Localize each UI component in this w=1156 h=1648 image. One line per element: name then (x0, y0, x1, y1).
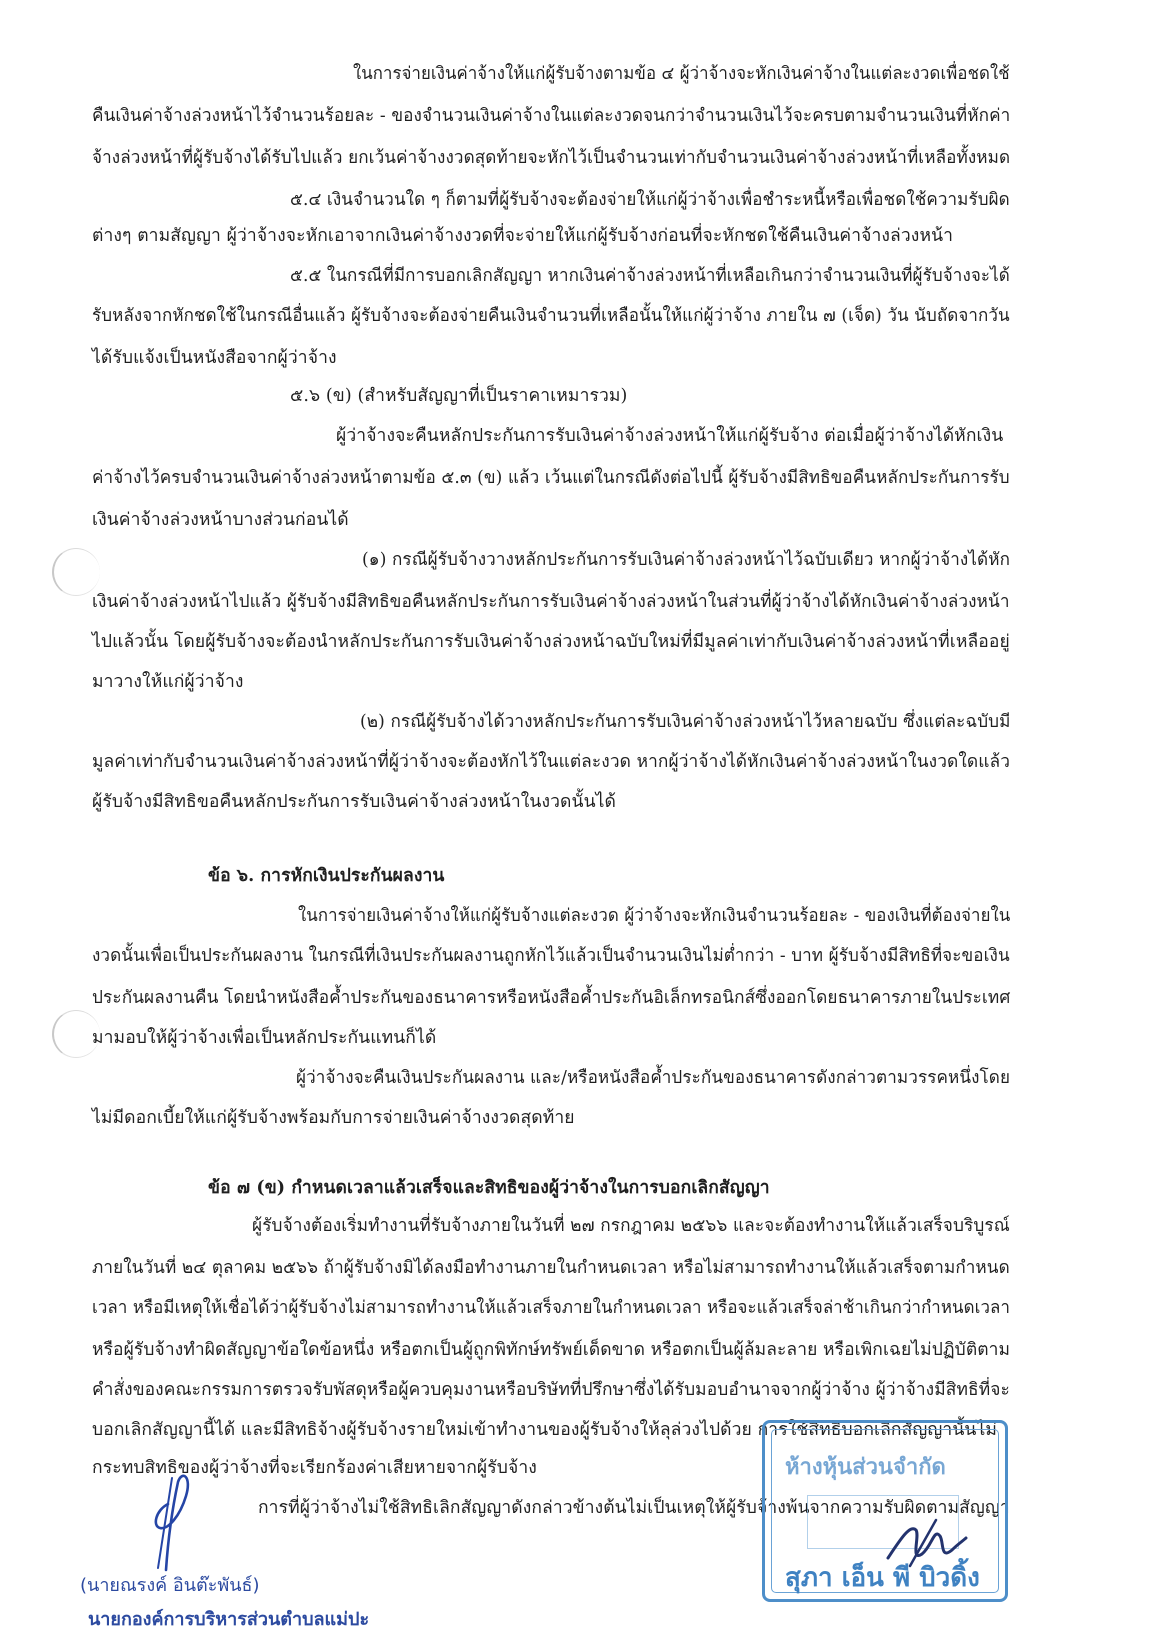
section-6-heading: ข้อ ๖. การหักเงินประกันผลงาน (208, 866, 445, 886)
text-line: ในการจ่ายเงินค่าจ้างให้แก่ผู้รับจ้างแต่ละงวด ผู้ว่าจ้างจะหักเงินจำนวนร้อยละ - ของเงินที่ต้องจ่ายใน (298, 906, 1011, 926)
text-line: เงินค่าจ้างล่วงหน้าไปแล้ว ผู้รับจ้างมีสิทธิขอคืนหลักประกันการรับเงินค่าจ้างล่วงหน้าในส่วนที่ผู้ว่าจ้างได้หักเงินค่าจ้างล่วงหน้า (92, 592, 1010, 612)
signatory-title: นายกองค์การบริหารส่วนตำบลแม่ปะ (88, 1609, 370, 1630)
text-line: ภายในวันที่ ๒๔ ตุลาคม ๒๕๖๖ ถ้าผู้รับจ้างมิได้ลงมือทำงานภายในกำหนดเวลา หรือไม่สามารถทำงานให้แล้วเสร็จตามกำหนด (92, 1258, 1010, 1278)
text-line: (๑) กรณีผู้รับจ้างวางหลักประกันการรับเงินค่าจ้างล่วงหน้าไว้ฉบับเดียว หากผู้ว่าจ้างได้หัก (362, 550, 1011, 570)
text-line: ประกันผลงานคืน โดยนำหนังสือค้ำประกันของธนาคารหรือหนังสือค้ำประกันอิเล็กทรอนิกส์ซึ่งออกโดยธนาคารภายในประเทศ (92, 988, 1011, 1008)
text-line: บอกเลิกสัญญานี้ได้ และมีสิทธิจ้างผู้รับจ้างรายใหม่เข้าทำงานของผู้รับจ้างให้ลุล่วงไปด้วย การใช้สิทธิบอกเลิกสัญญานั้นไม่ (92, 1420, 998, 1440)
text-line: (๒) กรณีผู้รับจ้างได้วางหลักประกันการรับเงินค่าจ้างล่วงหน้าไว้หลายฉบับ ซึ่งแต่ละฉบับมี (360, 712, 1011, 732)
text-line: รับหลังจากหักชดใช้ในกรณีอื่นแล้ว ผู้รับจ้างจะต้องจ่ายคืนเงินจำนวนที่เหลือนั้นให้แก่ผู้ว่าจ้าง ภายใน ๗ (เจ็ด) วัน นับถัดจากวัน (92, 306, 1010, 326)
text-line: ได้รับแจ้งเป็นหนังสือจากผู้ว่าจ้าง (92, 348, 337, 368)
contractor-signature-icon (880, 1510, 970, 1580)
employer-signature-icon (138, 1470, 198, 1580)
stamp-company-type: ห้างหุ้นส่วนจำกัด (785, 1455, 946, 1480)
text-line: หรือผู้รับจ้างทำผิดสัญญาข้อใดข้อหนึ่ง หรือตกเป็นผู้ถูกพิทักษ์ทรัพย์เด็ดขาด หรือตกเป็นผู้ล้มละลาย หรือเพิกเฉยไม่ปฏิบัติตาม (92, 1340, 1011, 1360)
text-line: ค่าจ้างไว้ครบจำนวนเงินค่าจ้างล่วงหน้าตามข้อ ๕.๓ (ข) แล้ว เว้นแต่ในกรณีดังต่อไปนี้ ผู้รับจ้างมีสิทธิขอคืนหลักประกันการรับ (92, 468, 1010, 488)
text-line: ผู้รับจ้างต้องเริ่มทำงานที่รับจ้างภายในวันที่ ๒๗ กรกฎาคม ๒๕๖๖ และจะต้องทำงานให้แล้วเสร็จบริบูรณ์ (252, 1216, 1010, 1236)
stamp-company-name: สุภา เอ็น พี บิวดิ้ง (785, 1563, 980, 1593)
text-line: การที่ผู้ว่าจ้างไม่ใช้สิทธิเลิกสัญญาดังกล่าวข้างต้นไม่เป็นเหตุให้ผู้รับจ้างพ้นจากความรับผิดตามสัญญา (258, 1498, 1010, 1518)
text-line: จ้างล่วงหน้าที่ผู้รับจ้างได้รับไปแล้ว ยกเว้นค่าจ้างงวดสุดท้ายจะหักไว้เป็นจำนวนเท่ากับจำนวนเงินค่าจ้างล่วงหน้าที่เหลือทั้งหมด (92, 148, 1011, 168)
text-line: กระทบสิทธิของผู้ว่าจ้างที่จะเรียกร้องค่าเสียหายจากผู้รับจ้าง (92, 1458, 537, 1478)
text-line: ผู้ว่าจ้างจะคืนหลักประกันการรับเงินค่าจ้างล่วงหน้าให้แก่ผู้รับจ้าง ต่อเมื่อผู้ว่าจ้างได้หักเงิน (336, 426, 1004, 446)
section-7-heading: ข้อ ๗ (ข) กำหนดเวลาแล้วเสร็จและสิทธิของผู้ว่าจ้างในการบอกเลิกสัญญา (208, 1178, 770, 1198)
text-line: ๕.๖ (ข) (สำหรับสัญญาที่เป็นราคาเหมารวม) (290, 386, 628, 406)
text-line: คำสั่งของคณะกรรมการตรวจรับพัสดุหรือผู้ควบคุมงานหรือบริษัทที่ปรึกษาซึ่งได้รับมอบอำนาจจากผู้ว่าจ้าง ผู้ว่าจ้างมีสิทธิที่จะ (92, 1380, 1010, 1400)
text-line: ในการจ่ายเงินค่าจ้างให้แก่ผู้รับจ้างตามข้อ ๔ ผู้ว่าจ้างจะหักเงินค่าจ้างในแต่ละงวดเพื่อชดใช้ (353, 64, 1010, 84)
text-line: ๕.๕ ในกรณีที่มีการบอกเลิกสัญญา หากเงินค่าจ้างล่วงหน้าที่เหลือเกินกว่าจำนวนเงินที่ผู้รับจ้างจะได้ (290, 266, 1010, 286)
text-line: มามอบให้ผู้ว่าจ้างเพื่อเป็นหลักประกันแทนก็ได้ (92, 1028, 437, 1048)
text-line: คืนเงินค่าจ้างล่วงหน้าไว้จำนวนร้อยละ - ของจำนวนเงินค่าจ้างในแต่ละงวดจนกว่าจำนวนเงินไว้จะครบตามจำนวนเงินที่หักค่า (92, 106, 1011, 126)
text-line: เงินค่าจ้างล่วงหน้าบางส่วนก่อนได้ (92, 510, 349, 530)
text-line: มูลค่าเท่ากับจำนวนเงินค่าจ้างล่วงหน้าที่ผู้ว่าจ้างจะต้องหักไว้ในแต่ละงวด หากผู้ว่าจ้างได้หักเงินค่าจ้างล่วงหน้าในงวดใดแล้ว (92, 752, 1011, 772)
text-line: เวลา หรือมีเหตุให้เชื่อได้ว่าผู้รับจ้างไม่สามารถทำงานให้แล้วเสร็จภายในกำหนดเวลา หรือจะแล้วเสร็จล่าช้าเกินกว่ากำหนดเวลา (92, 1298, 1011, 1318)
text-line: ผู้ว่าจ้างจะคืนเงินประกันผลงาน และ/หรือหนังสือค้ำประกันของธนาคารดังกล่าวตามวรรคหนึ่งโดย (296, 1068, 1011, 1088)
text-line: ผู้รับจ้างมีสิทธิขอคืนหลักประกันการรับเงินค่าจ้างล่วงหน้าในงวดนั้นได้ (92, 792, 617, 812)
text-line: ต่างๆ ตามสัญญา ผู้ว่าจ้างจะหักเอาจากเงินค่าจ้างงวดที่จะจ่ายให้แก่ผู้รับจ้างก่อนที่จะหักชดใช้คืนเงินค่าจ้างล่วงหน้า (92, 226, 954, 246)
text-line: ไม่มีดอกเบี้ยให้แก่ผู้รับจ้างพร้อมกับการจ่ายเงินค่าจ้างงวดสุดท้าย (92, 1108, 575, 1128)
punch-hole-top (52, 548, 100, 596)
text-line: งวดนั้นเพื่อเป็นประกันผลงาน ในกรณีที่เงินประกันผลงานถูกหักไว้แล้วเป็นจำนวนเงินไม่ต่ำกว่า - บาท ผู้รับจ้างมีสิทธิที่จะขอเงิน (92, 946, 1010, 966)
text-line: มาวางให้แก่ผู้ว่าจ้าง (92, 672, 244, 692)
text-line: ๕.๔ เงินจำนวนใด ๆ ก็ตามที่ผู้รับจ้างจะต้องจ่ายให้แก่ผู้ว่าจ้างเพื่อชำระหนี้หรือเพื่อชดใช้ความรับผิด (290, 190, 1010, 210)
text-line: ไปแล้วนั้น โดยผู้รับจ้างจะต้องนำหลักประกันการรับเงินค่าจ้างล่วงหน้าฉบับใหม่ที่มีมูลค่าเท่ากับเงินค่าจ้างล่วงหน้าที่เหลืออยู่ (92, 632, 1010, 652)
signatory-name: (นายณรงค์ อินต๊ะพันธ์) (80, 1575, 260, 1596)
